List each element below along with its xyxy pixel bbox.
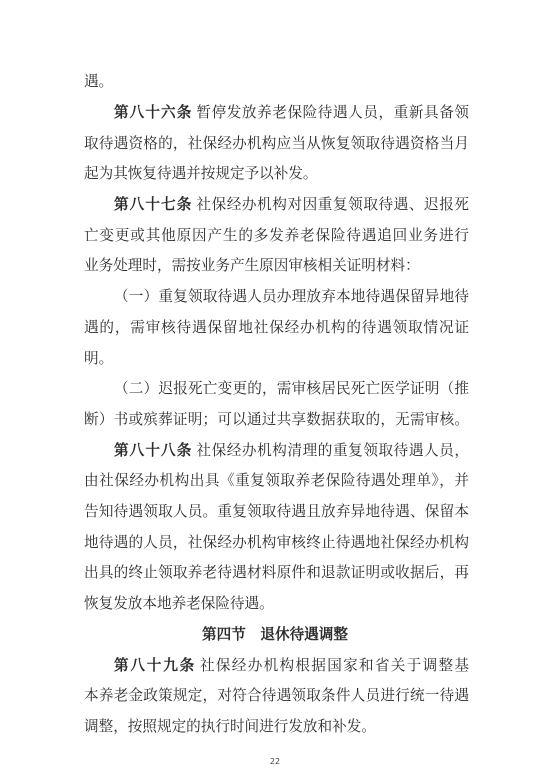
text-line: 遇。	[84, 73, 114, 90]
section-heading: 第四节 退休待遇调整	[202, 626, 348, 643]
text-line: （一）重复领取待遇人员办理放弃本地待遇保留异地待	[114, 288, 469, 305]
text-line: 亡变更或其他原因产生的多发养老保险待遇追回业务进行	[84, 227, 469, 244]
article-88-line: 第八十八条 社保经办机构清理的重复领取待遇人员，	[114, 442, 469, 459]
article-86-label: 第八十六条	[114, 104, 193, 121]
text-line: 告知待遇领取人员。重复领取待遇且放弃异地待遇、保留本	[84, 503, 469, 520]
page-number: 22	[269, 757, 281, 766]
text-line: 由社保经办机构出具《重复领取养老保险待遇处理单》，并	[84, 472, 469, 489]
text-line: 起为其恢复待遇并按规定予以补发。	[84, 165, 318, 182]
text-line: 出具的终止领取养老待遇材料原件和退款证明或收据后，再	[84, 564, 469, 581]
text-line: 恢复发放本地养老保险待遇。	[84, 595, 274, 612]
article-87-line: 第八十七条 社保经办机构对因重复领取待遇、迟报死	[114, 196, 469, 213]
text-line: 业务处理时，需按业务产生原因审核相关证明材料：	[84, 257, 420, 274]
article-88-label: 第八十八条	[114, 442, 193, 459]
text-line: 本养老金政策规定，对符合待遇领取条件人员进行统一待遇	[84, 687, 469, 704]
article-89-line: 第八十九条 社保经办机构根据国家和省关于调整基	[114, 657, 469, 674]
text-line: 取待遇资格的，社保经办机构应当从恢复领取待遇资格当月	[84, 135, 469, 152]
article-89-label: 第八十九条	[114, 657, 196, 674]
text-line: 遇的，需审核待遇保留地社保经办机构的待遇领取情况证	[84, 319, 469, 336]
article-86-line: 第八十六条 暂停发放养老保险待遇人员，重新具备领	[114, 104, 469, 121]
text-line: 地待遇的人员，社保经办机构审核终止待遇地社保经办机构	[84, 534, 469, 551]
text-line: 调整，按照规定的执行时间进行发放和补发。	[84, 718, 376, 735]
text-line: 明。	[84, 350, 114, 367]
text-line: （二）迟报死亡变更的，需审核居民死亡医学证明（推	[114, 380, 469, 397]
article-87-label: 第八十七条	[114, 196, 193, 213]
text-line: 断）书或殡葬证明；可以通过共享数据获取的，无需审核。	[84, 411, 469, 428]
